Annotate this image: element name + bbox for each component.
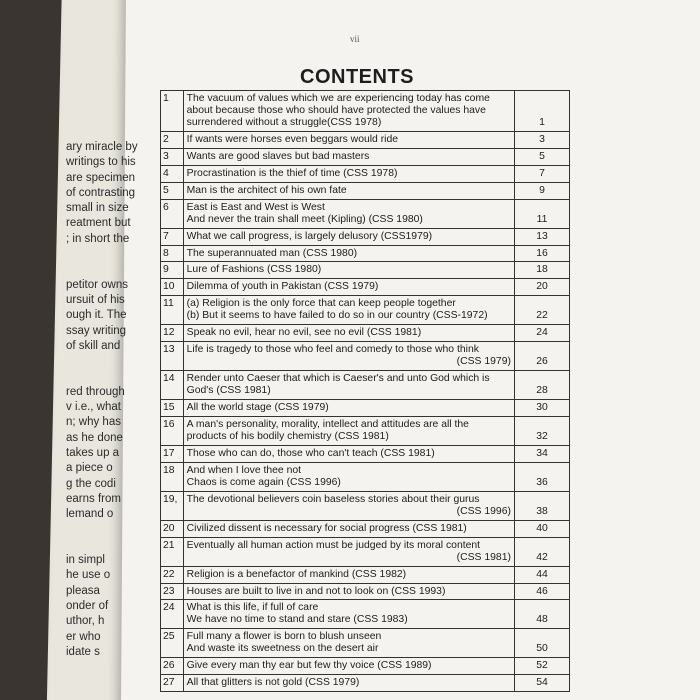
entry-title-line: God's (CSS 1981) (186, 385, 271, 397)
entry-title (183, 296, 514, 325)
entry-title-line: (b) But it seems to have failed to do so in our country (CSS-1972) (186, 310, 488, 322)
entry-title (183, 342, 514, 371)
contents-row (161, 566, 570, 583)
left-page-line (66, 247, 166, 262)
entry-title (183, 245, 514, 262)
entry-number: 24 (161, 600, 184, 629)
entry-page: 52 (514, 658, 569, 675)
entry-page: 46 (514, 583, 569, 600)
entry-title-line: What we call progress, is largely delusory (CSS1979) (186, 230, 433, 242)
entry-number: 15 (161, 400, 184, 417)
entry-page: 42 (514, 537, 569, 566)
entry-title (183, 417, 514, 446)
entry-number: 9 (161, 262, 184, 279)
entry-title-line: surrendered without a struggle(CSS 1978) (186, 116, 382, 128)
contents-row (161, 491, 570, 520)
contents-row (161, 417, 570, 446)
entry-title (183, 462, 514, 491)
entry-title-line: All that glitters is not gold (CSS 1979) (186, 677, 360, 689)
contents-row (161, 462, 570, 491)
entry-number: 22 (161, 566, 184, 583)
contents-row (161, 600, 570, 629)
entry-title-line: Wants are good slaves but bad masters (186, 150, 370, 162)
entry-title (183, 91, 514, 132)
entry-title-line: (CSS 1996) (456, 505, 511, 517)
entry-page: 44 (514, 566, 569, 583)
contents-row (161, 131, 570, 148)
entry-number: 23 (161, 583, 184, 600)
entry-title-line: If wants were horses even beggars would ride (186, 133, 399, 145)
left-page-line: ough it. The (66, 309, 127, 322)
entry-title (183, 658, 514, 675)
entry-title-line: Speak no evil, hear no evil, see no evil (CSS 1981) (186, 327, 422, 339)
entry-number: 20 (161, 520, 184, 537)
entry-title-line: Religion is a benefactor of mankind (CSS 1982) (186, 568, 407, 580)
entry-page: 28 (514, 371, 569, 400)
entry-title-line: And waste its sweetness on the desert air (186, 643, 379, 655)
entry-title-line: The vacuum of values which we are experiencing today has come (186, 93, 490, 104)
entry-title (183, 491, 514, 520)
entry-title-line: The superannuated man (CSS 1980) (186, 247, 358, 259)
entry-number: 6 (161, 199, 184, 228)
entry-title-line: Life is tragedy to those who feel and comedy to those who think (186, 344, 479, 356)
left-page-line: small in size (66, 202, 129, 215)
left-page-line (66, 369, 166, 384)
entry-title (183, 675, 514, 692)
left-page-line: idate s (66, 645, 100, 658)
entry-title-line: (CSS 1981) (456, 551, 511, 563)
entry-page: 30 (514, 400, 569, 417)
left-page-line: a piece o (66, 462, 113, 475)
left-page-line: takes up a (66, 446, 120, 459)
entry-page: 7 (514, 165, 569, 182)
left-page-line: red through (66, 385, 125, 398)
entry-title (183, 537, 514, 566)
entry-title (183, 583, 514, 600)
entry-title-line: (a) Religion is the only force that can keep people together (186, 298, 456, 310)
entry-title-line: A man's personality, morality, intellect and attitudes are all the (186, 419, 469, 431)
contents-row (161, 165, 570, 182)
entry-title (183, 520, 514, 537)
entry-title-line: (CSS 1979) (456, 356, 511, 368)
left-page-line: lemand o (66, 508, 114, 521)
left-page-line: in simpl (66, 554, 105, 567)
entry-title (183, 228, 514, 245)
entry-page: 18 (514, 262, 569, 279)
entry-page: 22 (514, 296, 569, 325)
entry-title-line: Procrastination is the thief of time (CSS 1978) (186, 167, 398, 179)
entry-page: 50 (514, 629, 569, 658)
entry-title (183, 148, 514, 165)
entry-number: 14 (161, 371, 184, 400)
entry-title (183, 182, 514, 199)
entry-number: 27 (161, 675, 184, 692)
left-page-line: of skill and (66, 339, 121, 352)
entry-title-line: Give every man thy ear but few thy voice (CSS 1989) (186, 660, 432, 672)
entry-title-line: Dilemma of youth in Pakistan (CSS 1979) (186, 281, 379, 293)
left-page-line: er who (66, 630, 101, 643)
left-page-line: he use o (66, 569, 111, 582)
left-page-line: ary miracle by (66, 141, 138, 153)
entry-number: 21 (161, 537, 184, 566)
contents-row (161, 296, 570, 325)
entry-title (183, 199, 514, 228)
entry-title-line: All the world stage (CSS 1979) (186, 402, 329, 414)
entry-page: 3 (514, 131, 569, 148)
left-page-line: g the codi (66, 477, 116, 490)
left-page-line: of contrasting (66, 186, 136, 199)
left-page-line: petitor owns (66, 278, 129, 291)
contents-row (161, 658, 570, 675)
left-page-line: ; in short the (66, 232, 130, 245)
entry-title-line: And never the train shall meet (Kipling) (CSS 1980) (186, 213, 423, 225)
entry-title (183, 325, 514, 342)
left-page-line (66, 538, 166, 553)
entry-page: 1 (514, 91, 569, 132)
entry-number: 17 (161, 445, 184, 462)
contents-row (161, 371, 570, 400)
contents-row (161, 445, 570, 462)
entry-page: 40 (514, 520, 569, 537)
entry-page: 13 (514, 228, 569, 245)
contents-row (161, 245, 570, 262)
entry-title (183, 279, 514, 296)
entry-page: 54 (514, 675, 569, 692)
entry-page: 16 (514, 245, 569, 262)
contents-row (161, 148, 570, 165)
entry-number: 2 (161, 131, 184, 148)
entry-number: 8 (161, 245, 184, 262)
contents-row (161, 325, 570, 342)
entry-title (183, 629, 514, 658)
entry-page: 34 (514, 445, 569, 462)
entry-title-line: Full many a flower is born to blush unseen (186, 631, 382, 643)
left-page-line: ursuit of his (66, 293, 125, 306)
entry-number: 10 (161, 279, 184, 296)
entry-title-line: Render unto Caeser that which is Caeser's and unto God which is (186, 373, 490, 385)
contents-row (161, 400, 570, 417)
entry-page: 36 (514, 462, 569, 491)
contents-row (161, 520, 570, 537)
left-page-line: ssay writing (66, 324, 127, 337)
entry-title (183, 600, 514, 629)
entry-number: 13 (161, 342, 184, 371)
entry-number: 26 (161, 658, 184, 675)
contents-row (161, 675, 570, 692)
entry-number: 19, (161, 491, 184, 520)
entry-title-line: And when I love thee not (186, 464, 302, 476)
contents-row (161, 537, 570, 566)
contents-title: CONTENTS (300, 66, 414, 88)
page-number: vii (350, 34, 360, 44)
entry-title-line: We have no time to stand and stare (CSS 1983) (186, 614, 408, 626)
entry-title-line: Those who can do, those who can't teach (CSS 1981) (186, 447, 435, 459)
contents-row (161, 262, 570, 279)
entry-page: 48 (514, 600, 569, 629)
entry-number: 3 (161, 148, 184, 165)
entry-page: 32 (514, 417, 569, 446)
left-page-text (66, 140, 166, 660)
entry-title-line: The devotional believers coin baseless stories about their gurus (186, 493, 480, 505)
contents-row (161, 629, 570, 658)
entry-page: 38 (514, 491, 569, 520)
left-page-line: onder of (66, 599, 109, 612)
entry-title-line: Man is the architect of his own fate (186, 184, 347, 196)
entry-title-line: Civilized dissent is necessary for social progress (CSS 1981) (186, 522, 467, 534)
entry-number: 12 (161, 325, 184, 342)
left-page-line: n; why has (66, 416, 121, 429)
left-page-line: are specimen (66, 171, 136, 184)
contents-row (161, 91, 570, 132)
left-page-line: reatment but (66, 217, 131, 230)
entry-number: 5 (161, 182, 184, 199)
contents-row (161, 583, 570, 600)
left-page-line: v i.e., what (66, 401, 121, 414)
entry-title (183, 566, 514, 583)
entry-title-line: products of his bodily chemistry (CSS 1981) (186, 430, 389, 442)
entry-page: 24 (514, 325, 569, 342)
left-page-line: pleasa (66, 584, 100, 597)
left-page-line: uthor, h (66, 615, 105, 628)
entry-number: 18 (161, 462, 184, 491)
entry-title (183, 131, 514, 148)
left-page-line (66, 522, 166, 537)
entry-title (183, 371, 514, 400)
entry-page: 9 (514, 182, 569, 199)
entry-page: 11 (514, 199, 569, 228)
entry-title-line: about because those who should have protected the values have (186, 104, 486, 116)
entry-number: 7 (161, 228, 184, 245)
entry-number: 1 (161, 91, 184, 132)
entry-title-line: What is this life, if full of care (186, 602, 319, 614)
entry-title-line: Lure of Fashions (CSS 1980) (186, 264, 322, 276)
left-page-line (66, 262, 166, 277)
contents-row (161, 228, 570, 245)
entry-title-line: Houses are built to live in and not to look on (CSS 1993) (186, 585, 446, 597)
entry-number: 11 (161, 296, 184, 325)
entry-title (183, 262, 514, 279)
contents-row (161, 342, 570, 371)
entry-number: 4 (161, 165, 184, 182)
left-page-line: earns from (66, 492, 121, 505)
entry-title-line: Eventually all human action must be judged by its moral content (186, 539, 481, 551)
entry-title (183, 400, 514, 417)
contents-row (161, 199, 570, 228)
entry-number: 25 (161, 629, 184, 658)
entry-title (183, 165, 514, 182)
left-page-line (66, 354, 166, 369)
left-page-line: as he done (66, 431, 123, 444)
entry-page: 26 (514, 342, 569, 371)
entry-page: 20 (514, 279, 569, 296)
entry-title (183, 445, 514, 462)
entry-title-line: East is East and West is West (186, 201, 325, 213)
entry-page: 5 (514, 148, 569, 165)
entry-title-line: Chaos is come again (CSS 1996) (186, 476, 341, 488)
left-page-line: writings to his (66, 156, 136, 169)
contents-table (160, 90, 570, 692)
contents-row (161, 279, 570, 296)
contents-row (161, 182, 570, 199)
entry-number: 16 (161, 417, 184, 446)
